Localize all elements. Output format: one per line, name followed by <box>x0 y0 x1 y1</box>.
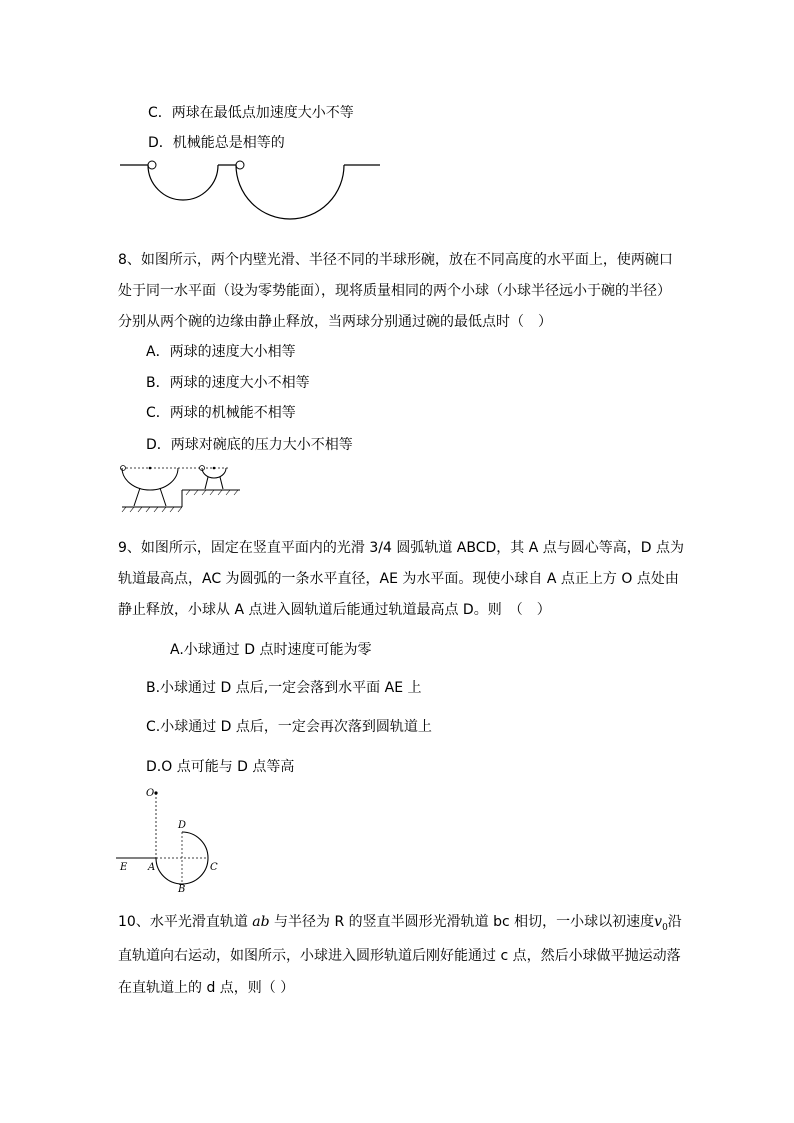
q8-stem-line-2: 处于同一水平面（设为零势能面），现将质量相同的两个小球（小球半径远小于碗的半径） <box>118 283 671 299</box>
q9-option-b: B.小球通过 D 点后,一定会落到水平面 AE 上 <box>146 680 422 696</box>
q9-label-b: B <box>178 884 186 894</box>
q9-label-c: C <box>210 862 218 873</box>
q10-v-symbol: v <box>654 914 663 930</box>
q8-stem-line-3: 分别从两个碗的边缘由静止释放，当两球分别通过碗的最低点时（ ） <box>118 314 552 330</box>
q9-circular-track-figure <box>116 786 220 894</box>
q8-stem-line-1: 8、如图所示，两个内壁光滑、半径不同的半球形碗，放在不同高度的水平面上，使两碗口 <box>118 252 673 268</box>
q9-label-d: D <box>178 820 187 831</box>
q9-stem-line-3: 静止释放，小球从 A 点进入圆轨道后能通过轨道最高点 D。则 （ ） <box>118 602 551 618</box>
q10-stem-text-b: 与半径为 R 的竖直半圆形光滑轨道 bc 相切，一小球以初速度 <box>269 914 655 930</box>
q9-option-c: C.小球通过 D 点后，一定会再次落到圆轨道上 <box>146 719 432 735</box>
q10-stem-line-1 <box>118 912 682 938</box>
q9-option-a: A.小球通过 D 点时速度可能为零 <box>170 642 372 658</box>
q8-option-d: D．两球对碗底的压力大小不相等 <box>146 437 353 453</box>
q9-stem-line-2: 轨道最高点，AC 为圆弧的一条水平直径，AE 为水平面。现使小球自 A 点正上方 O 点处由 <box>118 571 679 587</box>
q9-label-a: A <box>148 862 156 873</box>
q10-ab-symbol: ab <box>252 914 270 930</box>
q9-stem-line-1: 9、如图所示，固定在竖直平面内的光滑 3/4 圆弧轨道 ABCD，其 A 点与圆心等高，D 点为 <box>118 540 684 556</box>
q8-option-a: A．两球的速度大小相等 <box>146 344 296 360</box>
q8-bowls-figure <box>118 460 250 516</box>
q9-label-e: E <box>120 862 128 873</box>
q7-bowls-figure <box>118 155 384 223</box>
q10-v-subscript: 0 <box>662 922 668 933</box>
q8-option-b: B．两球的速度大小不相等 <box>146 375 310 391</box>
q10-stem-text-c: 沿 <box>667 914 682 930</box>
q7-option-c: C．两球在最低点加速度大小不等 <box>148 105 354 121</box>
q7-option-d: D．机械能总是相等的 <box>148 135 285 151</box>
q9-option-d: D.O 点可能与 D 点等高 <box>146 759 295 775</box>
q10-stem-line-3: 在直轨道上的 d 点，则（ ） <box>118 980 295 996</box>
q9-label-o: O <box>146 788 155 799</box>
q10-stem-line-2: 直轨道向右运动，如图所示，小球进入圆形轨道后刚好能通过 c 点，然后小球做平抛运动落 <box>118 948 681 964</box>
q8-option-c: C．两球的机械能不相等 <box>146 405 296 421</box>
q10-stem-text-a: 10、水平光滑直轨道 <box>118 914 253 930</box>
